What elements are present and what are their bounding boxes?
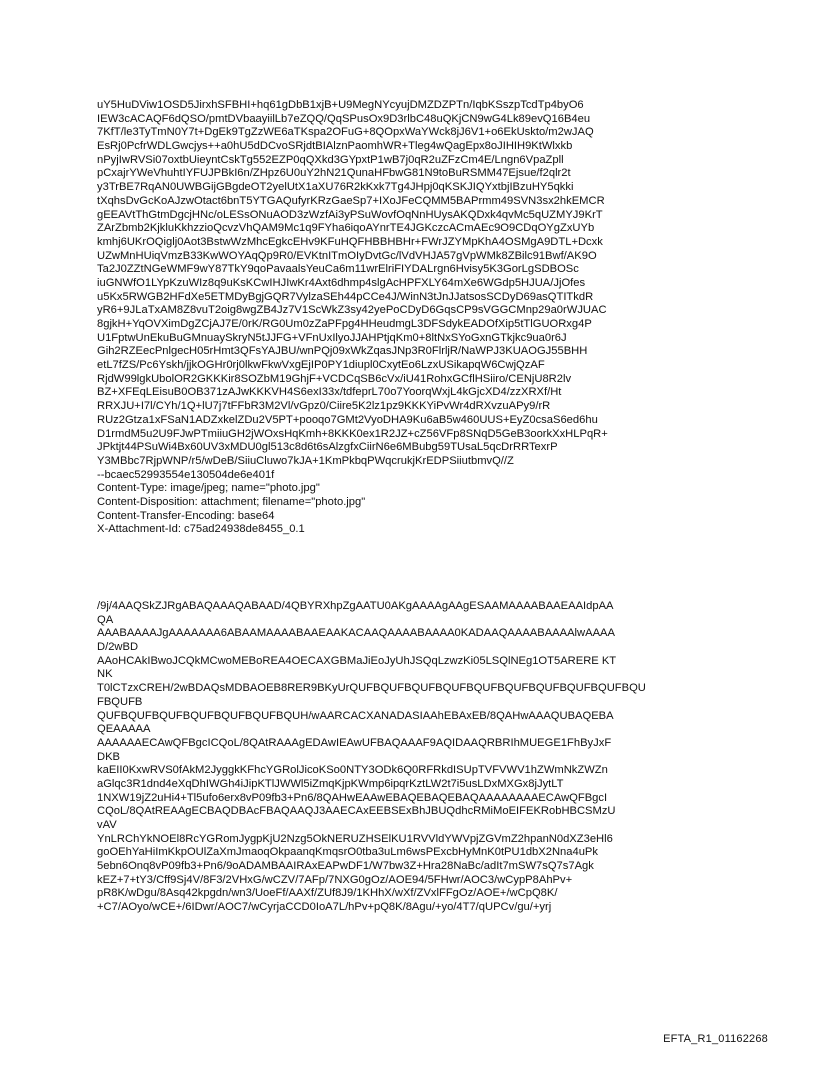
text-line: 8gjkH+YqOVXimDgZCjAJ7E/0rK/RG0Um0zZaPFpg4HHeudmgL3DFSdykEADOfXip5tTlGUORxg4P: [97, 318, 592, 330]
text-line: +C7/AOyo/wCE+/6IDwr/AOC7/wCyrjaCCD0IoA7L/hPv+pQ8K/8Agu/+yo/4T7/qUPCv/gu/+yrj: [97, 901, 552, 914]
text-line: QA: [97, 613, 114, 626]
text-line: BZ+XFEqLEisuB0OB371zAJwKKKVH4S6exI33x/tdfeprL70o7YoorqWxjL4kGjcXD4/zzXRXf/Ht: [97, 386, 562, 399]
text-line: QUFBQUFBQUFBQUFBQUFBQUFBQUH/wAARCACXANADASIAAhEBAxEB/8QAHwAAAQUBAQEBA: [97, 709, 614, 722]
text-line: D1rmdM5u2U9FJwPTmiiuGH2jWOxsHqKmh+8KKK0ex1R2JZ+cZ56VFp8SNqD5GeB3oorkXxHLPqR+: [97, 427, 608, 440]
text-line: etL7fZS/Pc6Yskh/jjkOGHr0rj0lkwFkwVxgEjIP0PY1diupl0CxytEo6LzxUSikapqW6CwjQzAF: [97, 359, 545, 372]
text-line: gEEAVtThGtmDgcjHNc/oLESsONuAOD3zWzfAi3yPSuWovfOqNnHUysAKQDxk4qvMc5qUZMYJ9KrT: [97, 208, 603, 221]
text-line: [97, 915, 757, 929]
text-line: yR6+9JLaTxAM8Z8vuT2oig8wgZB4Jz7V1ScWkZ3sy42yePoCDyD6GqsCP9sVGGCMnp29a0rWJUAC: [97, 304, 607, 317]
mime-boundary: Content-Disposition: attachment; filename="photo.jpg": [97, 495, 366, 508]
text-line: pCxajrYWeVhuhtIYFUJPBkI6n/ZHpz6U0uY2hN21QunaHFbwG81N9toBuRSMM47Ejsue/f2qlr2t: [97, 167, 571, 180]
text-line: AAoHCAkIBwoJCQkMCwoMEBoREA4OECAXGBMaJiEoJyUhJSQqLzwzKi05LSQlNEg1OT5ARERE KT: [97, 654, 617, 667]
text-line: IEW3cACAQF6dQSO/pmtDVbaayiilLb7eZQQ/QqSPusOx9D3rlbC48uQKjCN9wG4Lk89evQ16B4eu: [97, 112, 591, 125]
text-line: Y3MBbc7RjpWNP/r5/wDeB/SiiuCluwo7kJA+1KmPkbqPWqcrukjKrEDPSiiutbmvQ//Z: [97, 454, 514, 467]
text-line: CQoL/8QAtREAAgECBAQDBAcFBAQAAQJ3AAECAxEEBSExBhJBUQdhcRMiMoEIFEKRobHBCSMzU: [97, 805, 616, 818]
text-line: RjdW99lgkUbolOR2GKKKir8SOZbM19GhjF+VCDCqSB6cVx/iU41RohxGCflHSiiro/CENjU8R2lv: [97, 372, 572, 385]
text-line: UZwMnHUiqVmzB33KwWOYAqQp9R0/EVKtnITmOIyDvtGc/lVdVHJA57gVpWMk8ZBilc91Bwf/AK9O: [97, 249, 597, 262]
text-line: kaEII0KxwRVS0fAkM2JyggkKFhcYGRolJicoKSo0NTY3ODk6Q0RFRkdISUpTVFVWV1hZWmNkZWZn: [97, 764, 608, 777]
text-line: pR8K/wDgu/8Asq42kpgdn/wn3/UoeFf/AAXf/ZUf8J9/1KHhX/wXf/ZVxlFFgOz/AOE+/wCpQ8K/: [97, 887, 558, 900]
text-line: NK: [97, 668, 113, 681]
text-line: aGlqc3R1dnd4eXqDhIWGh4iJipKTlJWWl5iZmqKjpKWmp6ipqrKztLW2t7i5usLDxMXGx8jJytLT: [97, 777, 564, 790]
header-content-disposition: X-Attachment-Id: c75ad24938de8455_0.1: [97, 523, 305, 536]
text-line: DKB: [97, 750, 121, 763]
text-line: EsRj0PcfrWDLGwcjys++a0hU5dDCvoSRjdtBIAlznPaomhWR+Tleg4wQagEpx8oJIHIH9KtWlxkb: [97, 140, 573, 153]
text-line: uY5HuDViw1OSD5JirxhSFBHI+hq61gDbB1xjB+U9MegNYcyujDMZDZPTn/IqbKSszpTcdTp4byO6: [97, 99, 584, 111]
text-line: tXqhsDvGcKoAJzwOtact6bnT5YTGAQufyrKRzGaeSp7+IXoJFeCQMM5BAPrmm49SVN3sx2hkEMCR: [97, 194, 605, 207]
text-line: AAAAAAECAwQFBgcICQoL/8QAtRAAAgEDAwIEAwUFBAQAAAF9AQIDAAQRBRIhMUEGE1FhByJxF: [97, 736, 612, 749]
text-line: QEAAAAA: [97, 723, 151, 736]
text-line: 1NXW19jZ2uHi4+Tl5ufo6erx8vP09fb3+Pn6/8QAHwEAAwEBAQEBAQEBAQAAAAAAAAECAwQFBgcI: [97, 791, 608, 804]
text-line: nPyjIwRVSi07oxtbUieyntCskTg552EZP0qQXkd3GYpxtP1wB7j0qR2uZFzCm4E/Lngn6VpaZpll: [97, 153, 564, 166]
text-line: Gih2RZEecPnlgecH05rHmt3QFsYAJBU/wnPQj09xWkZqasJNp3R0FlrljR/NaWPJ3KUAOGJ55BHH: [97, 345, 588, 358]
text-line: kmhj6UKrOQiglj0Aot3BstwWzMhcEgkcEHv9KFuHQFHBBHBHr+FWrJZYMpKhA4OSMgA9DTL+Dcxk: [97, 235, 603, 248]
text-line: y3TrBE7RqAN0UWBGijGBgdeOT2yelUtX1aXU76R2kKxk7Tg4JHpj0qKSKJIQYxtbjIBzuHY5qkki: [97, 181, 574, 194]
header-transfer-encoding: [97, 537, 757, 551]
text-line: FBQUFB: [97, 695, 143, 708]
text-line: YnLRChYkNOEl8RcYGRomJygpKjU2Nzg5OkNERUZHSElKU1RVVldYWVpjZGVmZ2hpanN0dXZ3eHl6: [97, 832, 613, 845]
text-line: vAV: [97, 819, 117, 831]
text-line: RUz2Gtza1xFSaN1ADZxkelZDu2V5PT+pooqo7GMt2VyoDHA9Ku6aB5w460UUS+EyZ0csaS6ed6hu: [97, 413, 598, 426]
encoded-attachment-block: [97, 600, 757, 929]
text-line: goOEhYaHiImKkpOUlZaXmJmaoqOkpaanqKmqsrO0tba3uLm6wsPExcbHyMnK0tPU1dbX2Nna4uPk: [97, 846, 598, 859]
text-line: JPktjt44PSuWi4Bx60UV3xMDU0gl513c8d6t6sAlzgfxCiirN6e6MBubg59TUsaL5qcDrRRTexrP: [97, 441, 558, 454]
text-line: --bcaec52993554e130504de6e401f: [97, 468, 275, 481]
text-line: U1FptwUnEkuBuGMnuaySkryN5tJJFG+VFnUxIlyoJJAHPtjqKm0+8ltNxSYoGxnGTkjkc9ua0r6J: [97, 331, 567, 344]
text-line: Ta2J0ZZtNGeWMF9wY87TkY9qoPavaalsYeuCa6m11wrElriFIYDALrgn6Hvisy5K3GorLgSDBOSc: [97, 263, 579, 276]
text-line: 7KfT/le3TyTmN0Y7t+DgEk9TgZzWE6aTKspa2OFuG+8QOpxWaYWck8jJ6V1+o6EkUskto/m2wJAQ: [97, 126, 594, 139]
text-line: 5ebn6Onq8vP09fb3+Pn6/9oADAMBAAIRAxEAPwDF1/W7bw3Z+Hra28NaBc/adIt7mSW7sQ7s7Agk: [97, 860, 594, 873]
text-line: D/2wBD: [97, 641, 139, 654]
text-line: AAABAAAAJgAAAAAAA6ABAAMAAAABAAEAAKACAAQAAAABAAAA0KADAAQAAAABAAAAlwAAAA: [97, 627, 615, 640]
document-id-footer: EFTA_R1_01162268: [663, 1033, 768, 1045]
text-line: u5Kx5RWGB2HFdXe5ETMDyBgjGQR7VylzaSEh44pCCe4J/WinN3tJnJJatsosSCDyD69asQTITkdR: [97, 290, 594, 303]
text-line: T0lCTzxCREH/2wBDAQsMDBAOEB8RER9BKyUrQUFBQUFBQUFBQUFBQUFBQUFBQUFBQUFBQUFBQU: [97, 682, 646, 695]
text-line: iuGNWfO1LYpKzuWIz8q9uKsKCwIHJIwKr4Axt6dhmp4slgAcHPFXLY64mXe6WGdp5HJUA/JjOfes: [97, 276, 586, 289]
text-line: RRXJU+I7l/CYh/1Q+lU7j7tFFbR3M2Vl/vGpz0/Ciire5K2lz1pz9KKKYiPvWr4dRXvzuAPy9/rR: [97, 400, 551, 413]
header-attachment-id: [97, 551, 757, 565]
header-content-type: Content-Transfer-Encoding: base64: [97, 509, 275, 522]
encoded-text-block: [97, 99, 757, 564]
text-line: kEZ+7+tY3/Cff9Sj4V/8F3/2VHxG/wCZV/7AFp/7NXG0gOz/AOE94/5FHwr/AOC3/wCypP8AhPv+: [97, 873, 573, 886]
text-line: ZArZbmb2KjkluKkhzzioQcvzVhQAM9Mc1q9FYha6iqoAYnrTE4JGKczcACmAEc9O9CDqOYgZxUYb: [97, 222, 595, 235]
text-line: /9j/4AAQSkZJRgABAQAAAQABAAD/4QBYRXhpZgAATU0AKgAAAAgAAgESAAMAAAABAAEAAIdpAA: [97, 600, 614, 612]
text-line: Content-Type: image/jpeg; name="photo.jpg": [97, 482, 320, 495]
